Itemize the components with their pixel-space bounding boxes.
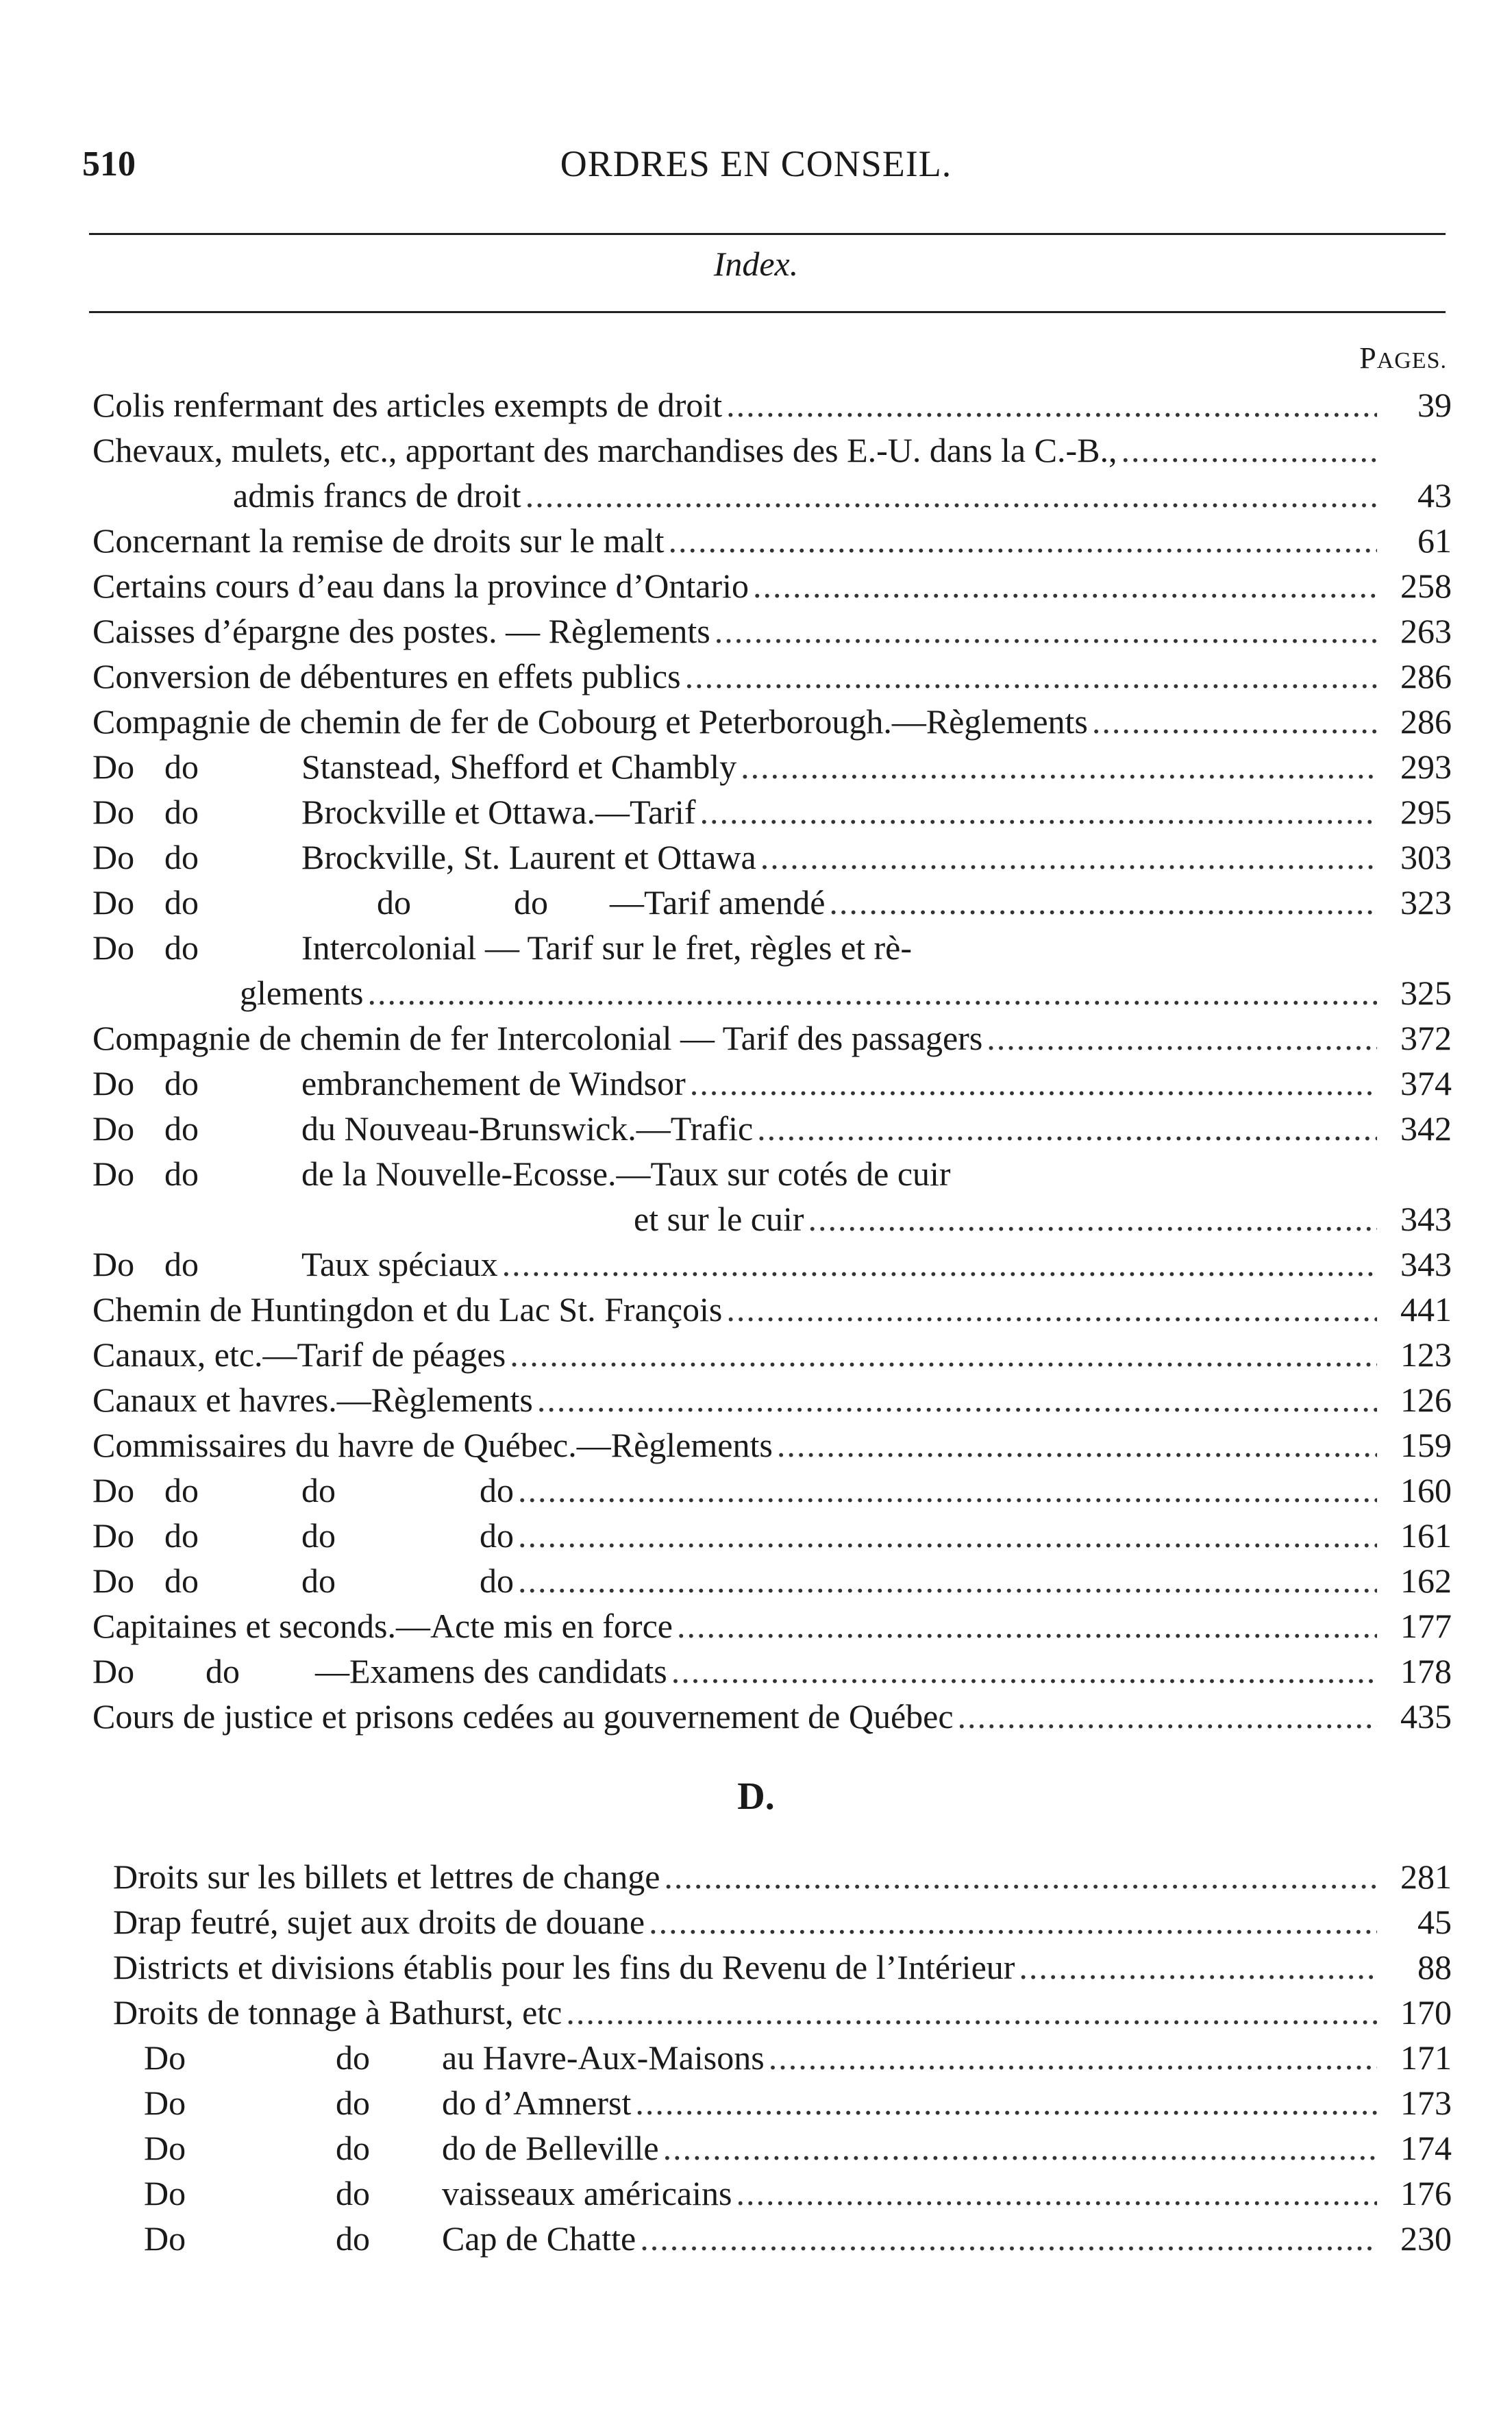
entry-text: do [480,1562,514,1600]
top-rule [89,233,1446,235]
index-entry [92,1694,1452,1739]
entry-description [92,518,664,563]
page-ref: 171 [1400,2038,1452,2077]
index-entry [92,1242,1452,1287]
index-entry [113,1990,1452,2035]
leader-dots [769,2035,1377,2080]
index-entry [92,1468,1452,1513]
entry-description [92,1196,804,1242]
entry-text: et sur le cuir [634,1200,804,1238]
entry-description [92,382,722,428]
index-entry [92,1106,1452,1151]
entry-text: Droits de tonnage à Bathurst, etc [113,1993,562,2032]
page-ref: 435 [1400,1697,1452,1736]
leader-dots [829,880,1377,925]
index-entry [113,2171,1452,2216]
leader-dots [1019,1945,1377,1990]
leader-dots [741,744,1377,789]
page-ref: 160 [1400,1471,1452,1509]
entry-text: au Havre-Aux-Maisons [442,2038,765,2077]
index-entry [113,2216,1452,2261]
entry-text: Conversion de débentures en effets publics [92,657,681,695]
entry-text: Cap de Chatte [442,2219,636,2258]
entry-text: Taux spéciaux [301,1245,498,1283]
entry-description [113,1945,1015,1990]
running-head: ORDRES EN CONSEIL. [560,143,952,184]
index-entry [92,1513,1452,1558]
page-ref: 61 [1417,521,1452,560]
index-entry [92,1422,1452,1468]
ditto-mark: Do [92,1652,135,1690]
ditto-mark: do [164,1516,199,1555]
leader-dots [640,2216,1377,2261]
entry-description [92,880,825,925]
entry-description [92,1422,773,1468]
page-ref: 123 [1400,1335,1452,1374]
index-entry [92,1287,1452,1332]
ditto-mark: do [336,2174,370,2212]
ditto-mark: Do [92,1471,135,1509]
leader-dots [537,1377,1377,1422]
entry-text: do [514,883,548,922]
index-entry [92,744,1452,789]
ditto-mark: Do [92,838,135,876]
page-ref: 441 [1400,1290,1452,1329]
page-ref: 173 [1400,2084,1452,2122]
leader-dots [677,1603,1377,1649]
ditto-mark: do [164,1109,199,1148]
leader-dots [726,1287,1377,1332]
page-ref: 39 [1417,386,1452,424]
entry-description [92,1513,514,1558]
entry-description [92,925,912,970]
page-ref: 177 [1400,1607,1452,1645]
ditto-mark: Do [92,1245,135,1283]
index-entry [92,1196,1452,1242]
leader-dots [699,789,1377,835]
entry-text: Stanstead, Shefford et Chambly [301,748,737,786]
entry-text: —Tarif amendé [610,883,826,922]
page-ref: 159 [1400,1426,1452,1464]
page-ref: 286 [1400,657,1452,695]
page-ref: 303 [1400,838,1452,876]
page-ref: 325 [1400,974,1452,1012]
page-ref: 170 [1400,1993,1452,2032]
index-entry [92,699,1452,744]
ditto-mark: Do [92,1109,135,1148]
index-entry [92,428,1452,473]
entry-text: Brockville, St. Laurent et Ottawa [301,838,756,876]
page-ref: 161 [1400,1516,1452,1555]
leader-dots [518,1468,1377,1513]
entry-text: de la Nouvelle-Ecosse.—Taux sur cotés de cuir [301,1155,951,1193]
section-title: Index. [713,245,799,283]
leader-dots [518,1513,1377,1558]
index-entry [92,1061,1452,1106]
index-entry [113,1854,1452,1899]
ditto-mark: do [336,2084,370,2122]
leader-dots [958,1694,1377,1739]
leader-dots [635,2080,1377,2125]
leader-dots [502,1242,1377,1287]
page-ref: 343 [1400,1245,1452,1283]
leader-dots [777,1422,1377,1468]
entry-description [92,1603,673,1649]
entry-text: Certains cours d’eau dans la province d’Ontario [92,567,749,605]
index-entry [92,1649,1452,1694]
ditto-mark: Do [92,1064,135,1102]
leader-dots [685,654,1377,699]
entry-text: —Examens des candidats [315,1652,667,1690]
page-ref: 323 [1400,883,1452,922]
ditto-mark: do [164,1562,199,1600]
entry-description [92,1468,514,1513]
ditto-mark: Do [144,2084,186,2122]
index-entry [92,925,1452,970]
ditto-mark: Do [92,1155,135,1193]
entry-text: do [480,1516,514,1555]
leader-dots [518,1558,1377,1603]
entry-text: do [301,1516,336,1555]
entry-description [92,428,1117,473]
leader-dots [525,473,1377,518]
ditto-mark: Do [92,928,135,967]
entry-description [92,608,710,654]
index-entry [113,1899,1452,1945]
ditto-mark: Do [144,2129,186,2167]
entry-description [92,835,756,880]
entry-description [92,1377,533,1422]
ditto-mark: Do [92,1516,135,1555]
entry-text: Canaux et havres.—Règlements [92,1381,533,1419]
ditto-mark: do [164,1064,199,1102]
page-ref: 263 [1400,612,1452,650]
page-ref: 126 [1400,1381,1452,1419]
leader-dots [808,1196,1377,1242]
leader-dots [690,1061,1377,1106]
page-ref: 45 [1417,1903,1452,1941]
entry-description [113,1899,645,1945]
ditto-mark: do [164,883,199,922]
entry-description [92,1694,954,1739]
index-entry [92,563,1452,608]
index-entry [92,789,1452,835]
leader-dots [726,382,1377,428]
entry-description [92,563,749,608]
page-ref: 176 [1400,2174,1452,2212]
page-ref: 88 [1417,1948,1452,1986]
entry-text: Brockville et Ottawa.—Tarif [301,793,696,831]
index-entry [92,1377,1452,1422]
entry-text: vaisseaux américains [442,2174,732,2212]
entry-text: admis francs de droit [233,476,521,515]
ditto-mark: Do [144,2174,186,2212]
entry-text: do [301,1562,336,1600]
entry-text: Chemin de Huntingdon et du Lac St. François [92,1290,723,1329]
entry-description [113,2035,765,2080]
leader-dots [760,835,1377,880]
entry-description [113,2080,631,2125]
ditto-mark: do [336,2219,370,2258]
entry-text: Cours de justice et prisons cedées au gouvernement de Québec [92,1697,954,1736]
index-block-d [113,1854,1452,2261]
entry-text: Compagnie de chemin de fer de Cobourg et Peterborough.—Règlements [92,702,1088,741]
second-rule [89,311,1446,313]
page-ref: 258 [1400,567,1452,605]
entry-text: Colis renfermant des articles exempts de droit [92,386,723,424]
entry-text: Chevaux, mulets, etc., apportant des marchandises des E.-U. dans la C.-B., [92,431,1117,469]
entry-description [92,1015,982,1061]
entry-description [92,744,736,789]
index-entry [92,970,1452,1015]
ditto-mark: do [336,2038,370,2077]
entry-text: Droits sur les billets et lettres de change [113,1858,660,1896]
page-ref: 343 [1400,1200,1452,1238]
leader-dots [663,2125,1377,2171]
ditto-mark: Do [144,2219,186,2258]
leader-dots [736,2171,1377,2216]
ditto-mark: do [336,2129,370,2167]
index-entry [92,835,1452,880]
leader-dots [664,1854,1377,1899]
page-ref: 374 [1400,1064,1452,1102]
page-number: 510 [82,145,136,184]
ditto-mark: Do [92,748,135,786]
index-entry [92,473,1452,518]
ditto-mark: do [164,838,199,876]
entry-description [92,789,695,835]
entry-text: do [480,1471,514,1509]
entry-description [92,654,681,699]
entry-text: Compagnie de chemin de fer Intercolonial — Tarif des passagers [92,1019,983,1057]
ditto-mark: do [164,1155,199,1193]
page-ref: 281 [1400,1858,1452,1896]
index-entry [92,608,1452,654]
entry-text: Drap feutré, sujet aux droits de douane [113,1903,645,1941]
entry-text: do [377,883,411,922]
entry-text: Capitaines et seconds.—Acte mis en force [92,1607,673,1645]
pages-column-label: PAGES. [1359,341,1447,375]
page-ref: 342 [1400,1109,1452,1148]
index-entry [92,1015,1452,1061]
entry-description [92,970,364,1015]
ditto-mark: Do [92,1562,135,1600]
entry-description [113,2216,636,2261]
index-entry [92,880,1452,925]
entry-description [92,1558,514,1603]
entry-description [92,699,1088,744]
entry-text: Caisses d’épargne des postes. — Règlements [92,612,710,650]
index-entry [113,2035,1452,2080]
entry-text: Districts et divisions établis pour les fins du Revenu de l’Intérieur [113,1948,1015,1986]
ditto-mark: do [164,1245,199,1283]
entry-text: do [301,1471,336,1509]
entry-description [92,1106,753,1151]
page-ref: 178 [1400,1652,1452,1690]
page-ref: 43 [1417,476,1452,515]
entry-text: Canaux, etc.—Tarif de péages [92,1335,506,1374]
leader-dots [715,608,1377,654]
ditto-mark: Do [92,883,135,922]
ditto-mark: do [164,748,199,786]
entry-description [113,2171,732,2216]
leader-dots [753,563,1377,608]
index-block-c [92,382,1452,1739]
ditto-mark: do [164,1471,199,1509]
leader-dots [566,1990,1377,2035]
entry-description [92,1242,498,1287]
letter-heading-d: D. [737,1775,775,1818]
entry-text: embranchement de Windsor [301,1064,686,1102]
entry-description [113,1990,562,2035]
page-ref: 230 [1400,2219,1452,2258]
index-entry [92,1558,1452,1603]
entry-text: do d’Amnerst [442,2084,632,2122]
page-ref: 372 [1400,1019,1452,1057]
ditto-mark: do [164,793,199,831]
leader-dots [671,1649,1377,1694]
entry-description [92,1649,667,1694]
page-ref: 162 [1400,1562,1452,1600]
entry-description [92,1332,506,1377]
index-entry [113,2080,1452,2125]
index-entry [92,1151,1452,1196]
entry-text: Concernant la remise de droits sur le malt [92,521,665,560]
leader-dots [1121,428,1377,473]
page-ref: 295 [1400,793,1452,831]
leader-dots [757,1106,1377,1151]
ditto-mark: Do [92,793,135,831]
entry-description [92,1287,722,1332]
index-entry [92,654,1452,699]
entry-text: Intercolonial — Tarif sur le fret, règles et rè- [301,928,913,967]
page-ref: 174 [1400,2129,1452,2167]
entry-description [92,473,521,518]
page-ref: 293 [1400,748,1452,786]
index-entry [113,2125,1452,2171]
index-entry [113,1945,1452,1990]
leader-dots [649,1899,1377,1945]
ditto-mark: Do [144,2038,186,2077]
index-entry [92,518,1452,563]
leader-dots [368,970,1377,1015]
leader-dots [668,518,1377,563]
leader-dots [987,1015,1377,1061]
entry-text: glements [240,974,364,1012]
entry-text: du Nouveau-Brunswick.—Trafic [301,1109,754,1148]
entry-description [113,2125,659,2171]
entry-description [113,1854,660,1899]
ditto-mark: do [206,1652,240,1690]
entry-description [92,1061,686,1106]
index-entry [92,382,1452,428]
leader-dots [1092,699,1377,744]
entry-description [92,1151,951,1196]
ditto-mark: do [164,928,199,967]
index-entry [92,1603,1452,1649]
index-entry [92,1332,1452,1377]
leader-dots [510,1332,1377,1377]
entry-text: do de Belleville [442,2129,659,2167]
page-ref: 286 [1400,702,1452,741]
entry-text: Commissaires du havre de Québec.—Règlements [92,1426,773,1464]
